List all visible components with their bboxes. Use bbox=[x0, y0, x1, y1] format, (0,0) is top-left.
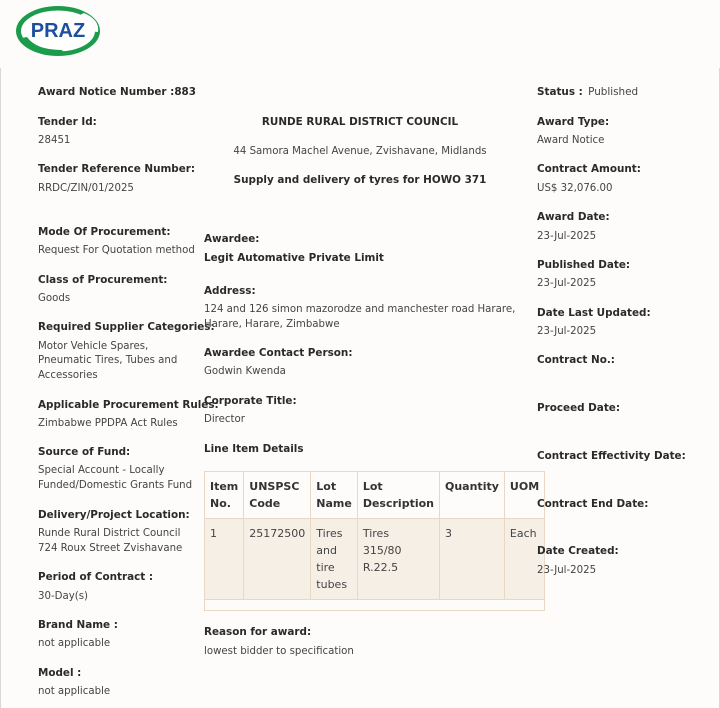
categories-line: Accessories bbox=[38, 370, 98, 381]
location-line: 724 Roux Street Zvishavane bbox=[38, 543, 183, 554]
tender-ref-value: RRDC/ZIN/01/2025 bbox=[38, 183, 134, 194]
award-date-label: Award Date: bbox=[537, 211, 610, 223]
logo-text: PRAZ bbox=[30, 20, 86, 42]
col-quantity: Quantity bbox=[440, 472, 505, 519]
last-updated-value: 23-Jul-2025 bbox=[537, 326, 597, 337]
cell-uom: Each bbox=[504, 519, 544, 600]
class-label: Class of Procurement: bbox=[38, 274, 168, 286]
mode-value: Request For Quotation method bbox=[38, 245, 195, 256]
status-value: Published bbox=[588, 86, 639, 98]
location-label: Delivery/Project Location: bbox=[38, 509, 190, 521]
tender-id-label: Tender Id: bbox=[38, 116, 97, 128]
contract-no-label: Contract No.: bbox=[537, 354, 615, 366]
fund-line: Funded/Domestic Grants Fund bbox=[38, 480, 193, 491]
corporate-title-value: Director bbox=[204, 414, 245, 425]
table-footer-row bbox=[205, 600, 545, 611]
cell-item-no: 1 bbox=[205, 519, 244, 600]
last-updated-label: Date Last Updated: bbox=[537, 307, 651, 319]
date-created-value: 23-Jul-2025 bbox=[537, 565, 597, 576]
address-line: Harare, Harare, Zimbabwe bbox=[204, 319, 340, 330]
fund-line: Special Account - Locally bbox=[38, 465, 165, 476]
model-value: not applicable bbox=[38, 686, 111, 697]
categories-line: Pneumatic Tires, Tubes and bbox=[38, 355, 178, 366]
brand-value: not applicable bbox=[38, 638, 111, 649]
awardee-value: Legit Automative Private Limit bbox=[204, 252, 384, 264]
fund-label: Source of Fund: bbox=[38, 446, 131, 458]
notice-subject: Supply and delivery of tyres for HOWO 371 bbox=[233, 174, 487, 186]
org-name: RUNDE RURAL DISTRICT COUNCIL bbox=[261, 116, 459, 128]
model-label: Model : bbox=[38, 667, 82, 679]
award-notice-number: Award Notice Number :883 bbox=[38, 86, 197, 98]
proceed-date-label: Proceed Date: bbox=[537, 402, 620, 414]
contact-value: Godwin Kwenda bbox=[204, 366, 286, 377]
line-items-label: Line Item Details bbox=[204, 443, 304, 455]
table-row bbox=[205, 519, 545, 600]
col-item-no: Item No. bbox=[205, 472, 244, 519]
address-line: 124 and 126 simon mazorodze and manchester road Harare, bbox=[204, 304, 516, 315]
reason-value: lowest bidder to specification bbox=[204, 646, 354, 657]
awardee-label: Awardee: bbox=[204, 233, 260, 245]
award-type-label: Award Type: bbox=[537, 116, 610, 128]
location-line: Runde Rural District Council bbox=[38, 528, 181, 539]
address-label: Address: bbox=[204, 285, 256, 297]
effectivity-date-label: Contract Effectivity Date: bbox=[537, 450, 686, 462]
mode-label: Mode Of Procurement: bbox=[38, 226, 171, 238]
cell-lot-name: Tires and tire tubes bbox=[311, 519, 358, 600]
date-created-label: Date Created: bbox=[537, 545, 619, 557]
cell-quantity: 3 bbox=[440, 519, 505, 600]
status-label: Status : bbox=[537, 86, 583, 98]
tender-id-value: 28451 bbox=[38, 135, 71, 146]
categories-line: Motor Vehicle Spares, bbox=[38, 341, 149, 352]
col-lot-description: Lot Description bbox=[357, 472, 439, 519]
end-date-label: Contract End Date: bbox=[537, 498, 649, 510]
tender-ref-label: Tender Reference Number: bbox=[38, 163, 196, 175]
table-header-row bbox=[205, 472, 545, 519]
contact-label: Awardee Contact Person: bbox=[204, 347, 353, 359]
col-uom: UOM bbox=[504, 472, 544, 519]
class-value: Goods bbox=[38, 293, 71, 304]
cell-lot-description: Tires 315/80 R.22.5 bbox=[357, 519, 439, 600]
brand-label: Brand Name : bbox=[38, 619, 118, 631]
categories-label: Required Supplier Categories: bbox=[38, 321, 215, 333]
published-date-value: 23-Jul-2025 bbox=[537, 278, 597, 289]
contract-amount-label: Contract Amount: bbox=[537, 163, 641, 175]
col-lot-name: Lot Name bbox=[311, 472, 358, 519]
col-unspsc: UNSPSC Code bbox=[244, 472, 311, 519]
rules-label: Applicable Procurement Rules: bbox=[38, 399, 219, 411]
praz-logo[interactable] bbox=[14, 4, 102, 62]
period-label: Period of Contract : bbox=[38, 571, 153, 583]
org-address: 44 Samora Machel Avenue, Zvishavane, Midlands bbox=[233, 146, 487, 157]
line-items-table bbox=[204, 471, 545, 611]
award-date-value: 23-Jul-2025 bbox=[537, 231, 597, 242]
reason-label: Reason for award: bbox=[204, 626, 312, 638]
praz-logo-icon bbox=[14, 4, 102, 58]
cell-unspsc: 25172500 bbox=[244, 519, 311, 600]
contract-amount-value: US$ 32,076.00 bbox=[537, 183, 613, 194]
published-date-label: Published Date: bbox=[537, 259, 631, 271]
period-value: 30-Day(s) bbox=[38, 591, 89, 602]
rules-value: Zimbabwe PPDPA Act Rules bbox=[38, 418, 178, 429]
status-row bbox=[537, 86, 638, 98]
corporate-title-label: Corporate Title: bbox=[204, 395, 297, 407]
award-type-value: Award Notice bbox=[537, 135, 605, 146]
